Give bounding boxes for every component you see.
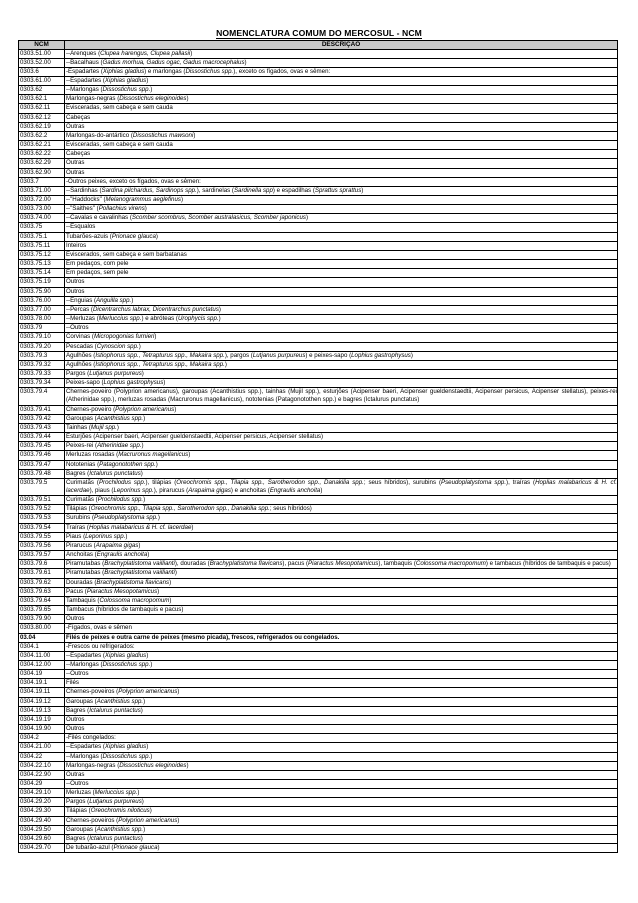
table-row [19,825,618,834]
table-row [19,287,618,296]
ncm-code-cell: 0303.62.90 [19,168,65,177]
description-cell: Agulhões (Istiophorus spp., Tetrapturus spp., Makaira spp.) [65,360,618,369]
description-cell: Tilápias (Oreochromis niloticus) [65,807,618,816]
ncm-code-cell: 0303.62.1 [19,95,65,104]
description-cell: --Espadartes (Xiphias gladius) [65,743,618,752]
description-cell: Esturjões (Acipenser baeri, Acipenser gueldenstaedtii, Acipenser persicus, Acipenser stellatus) [65,433,618,442]
table-row [19,660,618,669]
ncm-code-cell: 0304.29.70 [19,844,65,853]
table-row [19,104,618,113]
ncm-code-cell: 0304.21.00 [19,743,65,752]
description-cell: Douradas (Brachyplatistoma flavicans) [65,578,618,587]
ncm-code-cell: 0303.79.41 [19,405,65,414]
ncm-code-cell: 0303.75.19 [19,278,65,287]
ncm-code-cell: 0304.19.13 [19,706,65,715]
description-cell: Em pedaços, com pele [65,260,618,269]
column-header-description: DESCRIÇÃO [65,41,618,50]
ncm-code-cell: 0303.79.43 [19,423,65,432]
ncm-code-cell: 0303.73.00 [19,205,65,214]
table-row [19,834,618,843]
table-row [19,606,618,615]
ncm-code-cell: 0304.19.1 [19,679,65,688]
table-row [19,360,618,369]
ncm-code-cell: 0303.52.00 [19,58,65,67]
document-title [0,28,638,38]
column-header-ncm: NCM [19,41,65,50]
table-row [19,697,618,706]
table-row [19,205,618,214]
description-cell: Chernes-poveiro (Polyprion americanus), garoupas (Acanthistius spp.), tainhas (Mujil spp.), esturjões (Acipenser baeri, Acipenser gueldenstaedtii, Acipenser persicus, Acipenser stellatus), peixes-rei (Atherinidae spp.), merluzas rosadas (Macruronus magellanicus), nototenias (Patagonotothen spp.) e bagres (Ictalurus punctatus) [66,388,617,404]
description-cell: --Outros [65,780,618,789]
ncm-code-cell: 0304.12.00 [19,660,65,669]
ncm-code-cell: 0304.29 [19,780,65,789]
table-row [19,241,618,250]
description-cell: --Marlongas (Dissostichus spp.) [65,86,618,95]
description-cell: Outras [65,122,618,131]
ncm-code-cell: 0303.79.47 [19,460,65,469]
ncm-code-cell: 0303.79.20 [19,342,65,351]
table-row [19,460,618,469]
ncm-code-cell: 0303.62.22 [19,150,65,159]
description-cell: Tambaquis (Colossoma macropomum) [65,596,618,605]
table-row [19,122,618,131]
ncm-code-cell: 0304.22 [19,752,65,761]
table-row [19,177,618,186]
table-row [19,770,618,779]
table-row [19,798,618,807]
description-cell: --"Saithes" (Pollachius virens) [65,205,618,214]
description-cell: --Outros [65,670,618,679]
table-row [19,743,618,752]
ncm-code-cell: 0303.75.13 [19,260,65,269]
ncm-code-cell: 03.04 [19,633,65,642]
description-cell: --Esqualos [65,223,618,232]
table-row [19,587,618,596]
ncm-code-cell: 0304.19 [19,670,65,679]
description-cell: --Espadartes (Xiphias gladius) [65,651,618,660]
ncm-code-cell: 0303.72.00 [19,196,65,205]
ncm-code-cell: 0303.79.42 [19,414,65,423]
ncm-code-cell: 0303.79.33 [19,369,65,378]
table-row [19,414,618,423]
ncm-code-cell: 0303.75.90 [19,287,65,296]
description-cell: Anchoitas (Engraulis anchoita) [65,551,618,560]
ncm-code-cell: 0303.79.57 [19,551,65,560]
ncm-code-cell: 0303.79.54 [19,523,65,532]
table-row-heading [19,633,618,642]
description-cell: Outros [65,278,618,287]
table-row [19,541,618,550]
description-cell: Garoupas (Acanthistius spp.) [65,414,618,423]
description-cell: Chernes-poveiros (Polyprion americanus) [65,816,618,825]
description-cell: Bagres (Ictalurus punctatus) [65,469,618,478]
ncm-code-cell: 0303.79.48 [19,469,65,478]
table-row [19,569,618,578]
description-cell: Piramutabas (Brachyplatistoma vaillianti) [65,569,618,578]
ncm-code-cell: 0303.62.29 [19,159,65,168]
description-cell: Garoupas (Acanthistius spp.) [65,825,618,834]
table-row [19,642,618,651]
table-row [19,342,618,351]
description-cell: Pargos (Lutjanus purpureus) [65,369,618,378]
ncm-code-cell: 0303.80.00 [19,624,65,633]
ncm-code-cell: 0303.79.53 [19,514,65,523]
description-cell: Eviscerados, sem cabeça e sem barbatanas [65,250,618,259]
description-cell: Filés [65,679,618,688]
table-row [19,405,618,414]
description-cell: -Fígados, ovas e sêmen [65,624,618,633]
description-cell: Cabeças [65,150,618,159]
table-row [19,260,618,269]
ncm-code-cell: 0303.79.45 [19,442,65,451]
ncm-code-cell: 0303.62.19 [19,122,65,131]
table-row [19,615,618,624]
table-row [19,131,618,140]
description-cell: Bagres (Ictalurus puntactus) [65,706,618,715]
description-cell: Outras [65,159,618,168]
description-cell: Filés de peixes e outra carne de peixes (mesmo picada), frescos, refrigerados ou congelados. [65,633,618,642]
ncm-code-cell: 0303.79.5 [19,478,65,495]
description-cell: Marlongas-do-antártico (Dissostichus mawsoni) [65,131,618,140]
description-cell: --Marlongas (Dissostichus spp.) [65,660,618,669]
description-cell: Evisceradas, sem cabeça e sem cauda [65,104,618,113]
ncm-code-cell: 0303.79.55 [19,532,65,541]
ncm-code-cell: 0303.74.00 [19,214,65,223]
description-cell: Marlongas-negras (Dissostichus eleginoides) [65,761,618,770]
ncm-code-cell: 0304.29.60 [19,834,65,843]
ncm-code-cell: 0303.77.00 [19,305,65,314]
ncm-code-cell: 0303.79.90 [19,615,65,624]
table-row [19,196,618,205]
table-row [19,578,618,587]
ncm-code-cell: 0303.79.34 [19,379,65,388]
description-cell: --Enguias (Anguilla spp.) [65,296,618,305]
description-cell: Pargos (Lutjanus purpureus) [65,798,618,807]
description-cell: Marlongas-negras (Dissostichus eleginoides) [65,95,618,104]
description-cell: Piaus (Leporinus spp.) [65,532,618,541]
description-cell: Outros [65,715,618,724]
description-cell: Em pedaços, sem pele [65,269,618,278]
table-row [19,715,618,724]
table-row [19,315,618,324]
description-cell: Outras [65,168,618,177]
description-cell: Bagres (Ictalurus puntactus) [65,834,618,843]
table-row [19,505,618,514]
ncm-code-cell: 0303.79.46 [19,451,65,460]
ncm-code-cell: 0303.62.21 [19,141,65,150]
table-row [19,780,618,789]
description-cell: Peixes-rei (Atherinidae spp.) [65,442,618,451]
description-cell: --Bacalhaus (Gadus morhua, Gadus ogac, Gadus macrocephalus) [65,58,618,67]
table-row [19,141,618,150]
ncm-code-cell: 0303.6 [19,67,65,76]
description-cell: Surubins (Pseudoplatystoma spp.) [65,514,618,523]
ncm-code-cell: 0303.62 [19,86,65,95]
table-row [19,159,618,168]
table-row [19,451,618,460]
table-row [19,844,618,853]
description-cell: Pacus (Piaractus Mesopotamicus) [65,587,618,596]
ncm-code-cell: 0304.22.90 [19,770,65,779]
description-cell: Curimatãs (Prochilodus spp.) [65,496,618,505]
description-cell: Outros [65,725,618,734]
table-row [19,67,618,76]
table-row [19,679,618,688]
document-title-text: NOMENCLATURA COMUM DO MERCOSUL - NCM [216,28,422,38]
table-row [19,423,618,432]
description-cell: Curimatãs (Prochilodus spp.), tilápias (Oreochromis spp., Tilapia spp., Sarotherodon spp., Danakilia spp.; seus híbridos), surubins (Pseudoplatystoma spp.), traíras (Hoplias malabaricus & H. cf. lacerdae), piaus (Leporinus spp.), pirarucus (Arapaima gigas) e anchoitas (Engraulis anchoita) [66,478,617,494]
table-row [19,186,618,195]
table-row [19,688,618,697]
ncm-code-cell: 0303.79.4 [19,388,65,405]
description-cell: Merluzas (Merluccius spp.) [65,789,618,798]
table-body [19,49,618,853]
table-row [19,551,618,560]
ncm-code-cell: 0303.79.56 [19,541,65,550]
table-row [19,734,618,743]
ncm-code-cell: 0304.19.11 [19,688,65,697]
description-cell: --Marlongas (Dissostichus spp.) [65,752,618,761]
ncm-code-cell: 0303.78.00 [19,315,65,324]
description-cell: Inteiros [65,241,618,250]
table-row [19,58,618,67]
table-row [19,214,618,223]
ncm-code-cell: 0303.79.61 [19,569,65,578]
ncm-code-cell: 0303.75.11 [19,241,65,250]
description-cell: Outros [65,287,618,296]
description-cell: Piramutabas (Brachyplatistoma vaillianti), douradas (Brachyplatistoma flavicans), pacus (Piaractus Mesopotamicus), tambaquis (Colossoma macropomum) e tambacus (híbridos de tambaquis e pacus) [65,560,618,569]
ncm-code-cell: 0304.19.19 [19,715,65,724]
description-cell: Corvinas (Micropogonias furnieri) [65,333,618,342]
table-row [19,49,618,58]
table-row [19,478,618,495]
table-row [19,433,618,442]
table-row [19,369,618,378]
table-row [19,351,618,360]
table-row [19,725,618,734]
ncm-code-cell: 0303.79.10 [19,333,65,342]
ncm-code-cell: 0303.62.12 [19,113,65,122]
ncm-code-cell: 0303.79.63 [19,587,65,596]
ncm-code-cell: 0303.61.00 [19,76,65,85]
ncm-code-cell: 0304.19.12 [19,697,65,706]
ncm-code-cell: 0304.29.40 [19,816,65,825]
description-cell: Tubarões-azuis (Prionace glauca) [65,232,618,241]
ncm-code-cell: 0304.22.10 [19,761,65,770]
description-cell: --Espadartes (Xiphias gladius) [65,76,618,85]
table-row [19,706,618,715]
table-row [19,232,618,241]
table-row [19,532,618,541]
table-row [19,670,618,679]
description-cell: Peixes-sapo (Lophius gastrophysus) [65,379,618,388]
ncm-code-cell: 0303.62.2 [19,131,65,140]
table-header-row [19,41,618,50]
table-row [19,514,618,523]
ncm-code-cell: 0303.62.11 [19,104,65,113]
table-row [19,333,618,342]
ncm-code-cell: 0304.29.10 [19,789,65,798]
description-cell: Outros [65,615,618,624]
ncm-code-cell: 0303.75 [19,223,65,232]
description-cell: De tubarão-azul (Prionace glauca) [65,844,618,853]
table-row [19,168,618,177]
ncm-code-cell: 0304.11.00 [19,651,65,660]
description-cell: -Frescos ou refrigerados: [65,642,618,651]
ncm-code-cell: 0303.79 [19,324,65,333]
table-row [19,442,618,451]
ncm-code-cell: 0303.75.1 [19,232,65,241]
ncm-code-cell: 0303.79.65 [19,606,65,615]
table-row [19,324,618,333]
description-cell: Evisceradas, sem cabeça e sem cauda [65,141,618,150]
description-cell: Pirarucus (Arapaima gigas) [65,541,618,550]
description-cell: -Outros peixes, exceto os fígados, ovas e sêmen: [65,177,618,186]
table-row [19,388,618,405]
ncm-code-cell: 0303.79.51 [19,496,65,505]
table-row [19,95,618,104]
table-row [19,761,618,770]
table-row [19,807,618,816]
table-row [19,624,618,633]
description-cell: --Sardinhas (Sardina pilchardus, Sardinops spp.), sardinelas (Sardinella spp) e espadilhas (Sprattus sprattus) [65,186,618,195]
description-cell: Outras [65,770,618,779]
description-cell: Nototenias (Patagonotothen spp.) [65,460,618,469]
description-cell: --"Haddocks" (Melanogrammus aeglefinus) [65,196,618,205]
description-cell: Tainhas (Mujil spp.) [65,423,618,432]
table-row [19,269,618,278]
table-row [19,76,618,85]
table-row [19,523,618,532]
table-row [19,250,618,259]
description-cell: Pescadas (Cynoscion spp.) [65,342,618,351]
table-row [19,305,618,314]
table-row [19,150,618,159]
description-cell: --Merluzas (Merluccius spp.) e abróteas (Urophycis spp.) [65,315,618,324]
description-cell: --Outros [65,324,618,333]
description-cell: --Arenques (Clupea harengus, Clupea pallasii) [65,49,618,58]
description-cell: Chernes-poveiro (Polyprion americanus) [65,405,618,414]
description-cell: --Percas (Dicentrarchus labrax, Dicentrarchus punctatus) [65,305,618,314]
table-row [19,651,618,660]
ncm-table [18,40,618,853]
description-cell: -Espadartes (Xiphias gladius) e marlongas (Dissostichus spp.), exceto os fígados, ovas e sêmen: [65,67,618,76]
description-cell: Agulhões (Istiophorus spp., Tetrapturus spp., Makaira spp.), pargos (Lutjanus purpureus) e peixes-sapo (Lophius gastrophysus) [65,351,618,360]
ncm-code-cell: 0303.79.52 [19,505,65,514]
ncm-code-cell: 0303.79.62 [19,578,65,587]
table-row [19,278,618,287]
description-cell: -Filés congelados: [65,734,618,743]
description-cell: Garoupas (Acanthistius spp.) [65,697,618,706]
ncm-code-cell: 0304.1 [19,642,65,651]
ncm-code-cell: 0303.75.14 [19,269,65,278]
description-cell: --Cavalas e cavalinhas (Scomber scombrus, Scomber australasicus, Scomber japonicus) [65,214,618,223]
table-row [19,469,618,478]
ncm-code-cell: 0303.79.32 [19,360,65,369]
ncm-code-cell: 0303.75.12 [19,250,65,259]
description-cell: Chernes-poveiros (Polyprion americanus) [65,688,618,697]
description-cell: Tilápias (Oreochromis spp., Tilapia spp., Sarotherodon spp., Danakilia spp.; seus híbridos) [65,505,618,514]
ncm-code-cell: 0304.19.90 [19,725,65,734]
ncm-code-cell: 0303.51.00 [19,49,65,58]
table-row [19,86,618,95]
description-cell: Merluzas rosadas (Macruronus magellanicus) [65,451,618,460]
ncm-code-cell: 0303.79.3 [19,351,65,360]
ncm-code-cell: 0303.79.6 [19,560,65,569]
ncm-code-cell: 0304.29.50 [19,825,65,834]
description-cell: Cabeças [65,113,618,122]
table-row [19,496,618,505]
table-row [19,296,618,305]
table-row [19,789,618,798]
table-row [19,560,618,569]
ncm-code-cell: 0303.79.44 [19,433,65,442]
ncm-code-cell: 0303.71.00 [19,186,65,195]
ncm-code-cell: 0303.76.00 [19,296,65,305]
ncm-code-cell: 0303.7 [19,177,65,186]
description-cell: Tambacus (híbridos de tambaquis e pacus) [65,606,618,615]
ncm-code-cell: 0304.29.20 [19,798,65,807]
table-row [19,596,618,605]
ncm-code-cell: 0303.79.64 [19,596,65,605]
description-cell: Traíras (Hoplias malabaricus & H. cf. lacerdae) [65,523,618,532]
table-row [19,379,618,388]
table-row [19,113,618,122]
table-row [19,223,618,232]
table-row [19,752,618,761]
table-row [19,816,618,825]
ncm-code-cell: 0304.2 [19,734,65,743]
ncm-code-cell: 0304.29.30 [19,807,65,816]
